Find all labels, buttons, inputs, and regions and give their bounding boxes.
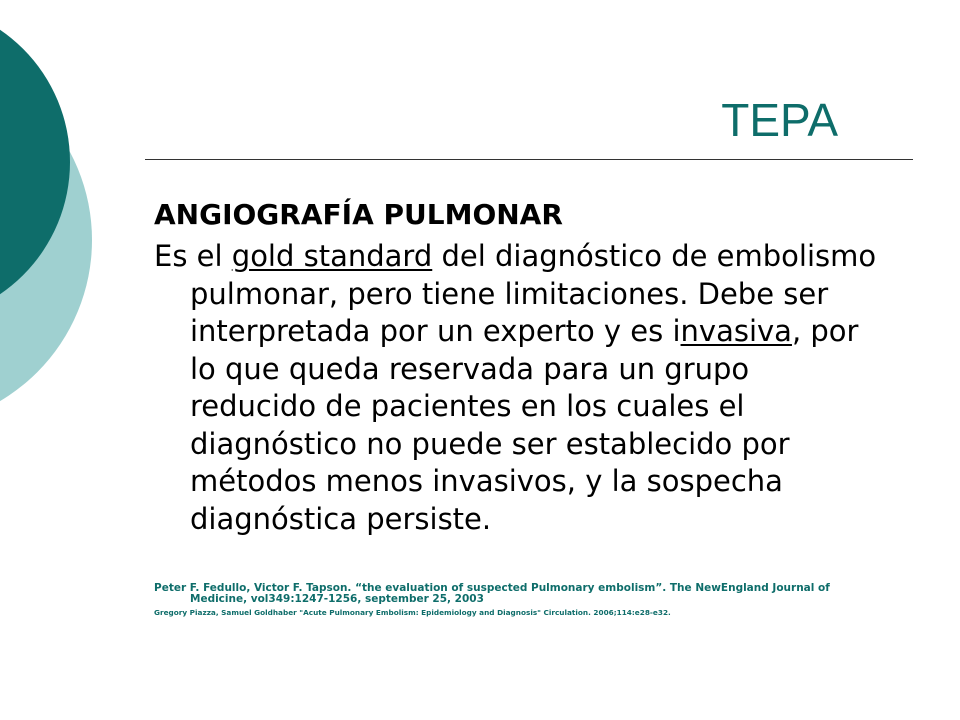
- reference-2: Gregory Piazza, Samuel Goldhaber "Acute Pulmonary Embolism: Epidemiology and Diagnosis" Circulation. 2006;114:e28-e32.: [154, 608, 671, 617]
- decorative-circles: [0, 0, 120, 420]
- body-text-part-3: , por lo que queda reservada para un grupo reducido de pacientes en los cuales el diagnóstico no puede ser establecido por métodos menos invasivos, y la sospecha diagnóstica persiste.: [190, 314, 859, 536]
- references: [154, 583, 874, 618]
- title-divider: [145, 159, 913, 160]
- body-text-part-2: del diagnóstico de embolismo pulmonar, pero tiene limitaciones. Debe ser interpretada por un experto y es i: [190, 239, 877, 348]
- section-heading: ANGIOGRAFÍA PULMONAR: [154, 198, 563, 231]
- reference-1: Peter F. Fedullo, Victor F. Tapson. “the evaluation of suspected Pulmonary embolism”. The NewEngland Journal of Medicine, vol349:1247-1256, september 25, 2003: [154, 582, 830, 605]
- body-text-part-1: Es el: [154, 239, 232, 273]
- slide-title: TEPA: [721, 94, 838, 146]
- slide-body: [154, 192, 884, 538]
- underlined-term-invasiva: nvasiva: [680, 314, 792, 348]
- underlined-term-gold-standard: gold standard: [231, 239, 433, 273]
- body-paragraph: [154, 238, 884, 538]
